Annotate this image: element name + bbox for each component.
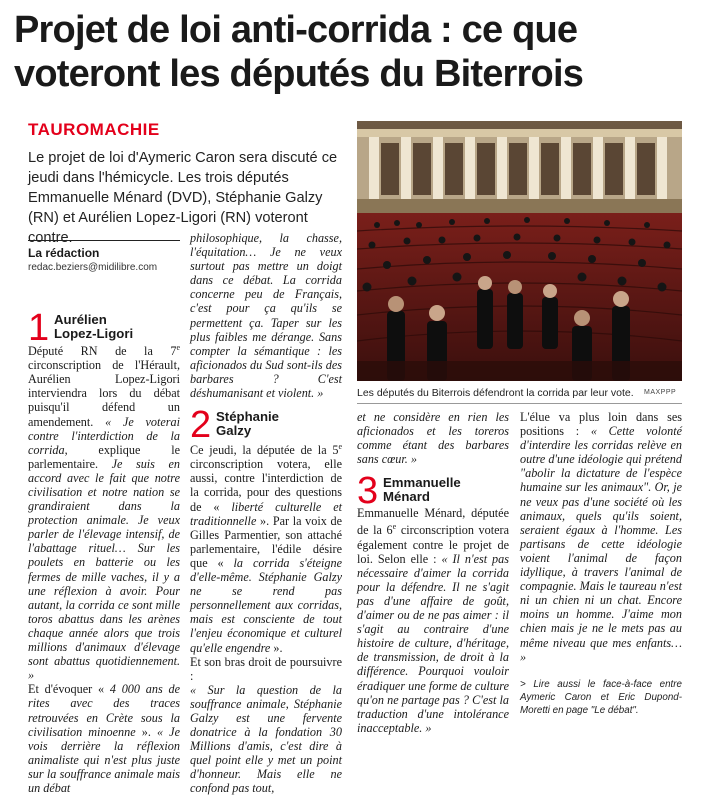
column-4: [520, 410, 682, 717]
deputy-2-text-4: et ne considère en rien les aficionados et les toreros comme étant des barbares sans cœur. »: [357, 410, 509, 467]
deputy-2-header: [190, 404, 342, 447]
see-also-note[interactable]: > Lire aussi le face-à-face entre Aymeric Caron et Eric Dupond-Moretti en page "Le débat".: [520, 678, 682, 716]
column-3: [357, 410, 509, 735]
deputy-2-name: Stéphanie Galzy: [216, 409, 280, 439]
deputy-3-text-2: L'élue va plus loin dans ses positions : « Cette volonté d'interdire les corridas relève en outre d'une idéologie qui prétend "abolir la dictature de l'espèce humaine sur les animaux". Or, je ne veux pas d'une société où les animaux, quels qu'ils soient, seraient égaux à l'homme. Les partisans de cette idéologie voient l'animal de façon idyllique, à travers l'animal de compagnie. Mais le taureau n'est ni un chien ni un chat. Encore moins un homme. J'aime mon chien mais je ne le mets pas au même niveau que mes enfants… »: [520, 410, 682, 664]
deputy-2-text-2: Et son bras droit de poursuivre :: [190, 654, 342, 683]
lead-paragraph: Le projet de loi d'Aymeric Caron sera discuté ce jeudi dans l'hémicycle. Les trois députés Emmanuelle Ménard (DVD), Stéphanie Galzy (RN) et Aurélien Lopez-Ligori (RN) voteront contre.: [28, 150, 338, 246]
deputy-1-text: Député RN de la 7e circonscription de l'Hérault, Aurélien Lopez-Ligori interviendra lors du débat puisqu'il défend un amendement. « Je voterai contre l'interdiction de la corrida, explique le parlementaire. Je suis en accord avec le fait que notre civilisation et notre nation se grandiraient dans la protection animale. Je veux parler de l'élevage intensif, de l'abattage rituel… Sur les poulets en batterie ou les fermes de mille vaches, il y a une réflexion à avoir. Pour autant, la corrida ce sont mille toros abattus dans les arènes chaque année alors que trois millions d'animaux d'élevage sont abattus quotidiennement. »: [28, 343, 180, 683]
column-1: [28, 309, 180, 795]
deputy-1-text-2: Et d'évoquer « 4 000 ans de rites avec des traces retrouvées en Crète sous la civilisation minoenne ». « Je vois derrière la réflexion animaliste qui n'est plus juste sur la souffrance animale mais un débat: [28, 682, 180, 795]
headline: Projet de loi anti-corrida : ce que voteront les députés du Biterrois: [14, 9, 584, 95]
column-2: [190, 231, 342, 796]
assembly-photo-drawing: [357, 121, 682, 381]
section-kicker: TAUROMACHIE: [28, 120, 160, 139]
deputy-1-number: 1: [28, 307, 50, 349]
caption-divider: [357, 403, 682, 404]
deputy-3-name: Emmanuelle Ménard: [383, 475, 461, 505]
byline-email[interactable]: redac.beziers@midilibre.com: [28, 262, 158, 273]
photo-caption: Les députés du Biterrois défendront la corrida par leur vote.: [357, 387, 634, 399]
photo-credit: MAXPPP: [644, 389, 677, 396]
assembly-photo: [357, 121, 682, 381]
deputy-1-text-3: philosophique, la chasse, l'équitation… Je ne veux surtout pas mettre un doigt dans ce débat. La corrida concerne peu de Français, c'est pour ça qu'ils se permettent ça. Taper sur les plus faibles me dérange. Sans compter la sémantique : les aficionados du Sud sont-ils des barbares ? C'est déshumanisant et violent. »: [190, 231, 342, 401]
deputy-2-number: 2: [190, 404, 212, 447]
deputy-3-text: Emmanuelle Ménard, députée de la 6e circonscription votera également contre le projet de loi. Selon elle : « Il n'est pas nécessaire d'aimer la corrida pour la défendre. Il ne s'agit pas d'une affaire de goût, d'aimer ou de ne pas aimer : il s'agit au contraire d'une histoire de culture, d'héritage, de transmission, de droit à la différence. Pourquoi vouloir éradiquer une forme de culture qu'on ne partage pas ? C'est la traduction d'une intolérance inacceptable. »: [357, 506, 509, 735]
deputy-3-number: 3: [357, 470, 379, 513]
byline-author: La rédaction: [28, 246, 100, 260]
deputy-1-name: Aurélien Lopez-Ligori: [54, 312, 134, 341]
deputy-2-text: Ce jeudi, la députée de la 5e circonscription votera, elle aussi, contre l'interdiction de la corrida, pour des questions de « liberté culturelle et traditionnelle ». Par la voix de Gilles Parmentier, son attaché parlementaire, l'édile désire que « la corrida s'éteigne d'elle-même. Stéphanie Galzy ne se rend pas personnellement aux corridas, mais est consciente de tout l'enjeu économique et culturel qu'elle engendre ».: [190, 442, 342, 655]
deputy-1-header: [28, 307, 180, 349]
deputy-3-header: [357, 470, 509, 513]
deputy-2-text-3: « Sur la question de la souffrance animale, Stéphanie Galzy est une fervente donatrice à la fondation 30 Millions d'amis, c'est dire à quel point elle y met un point d'honneur. Mais elle ne confond pas tout,: [190, 682, 342, 796]
byline: [28, 240, 180, 275]
